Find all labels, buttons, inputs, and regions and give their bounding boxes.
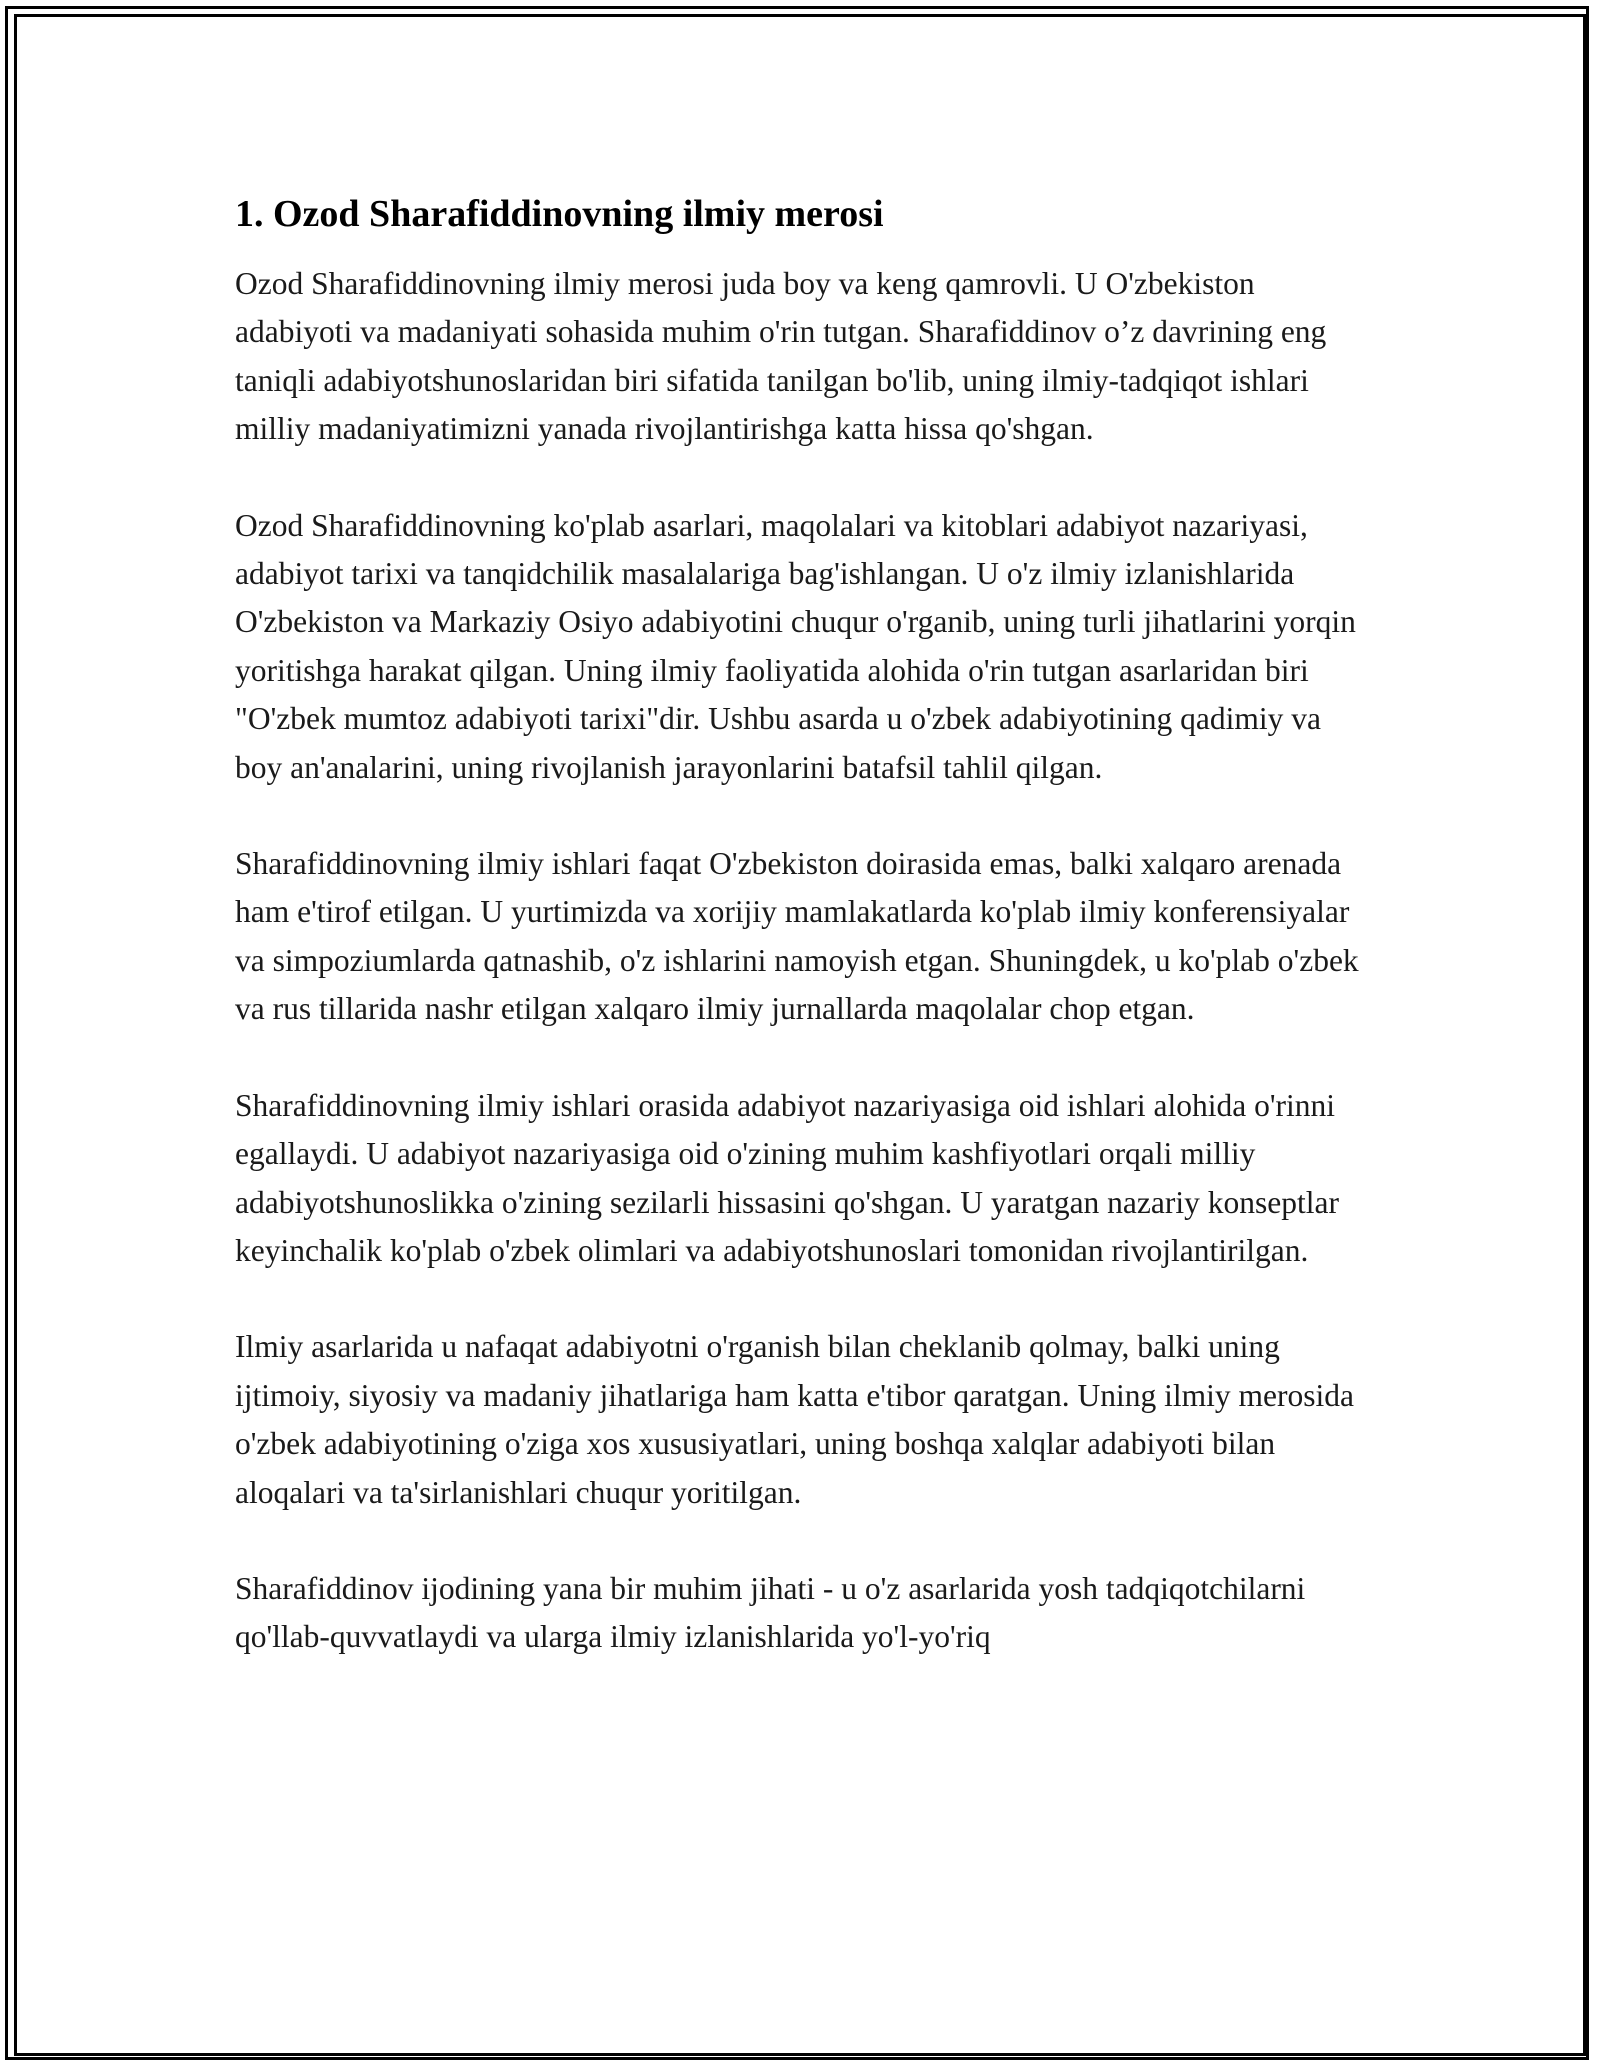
paragraph-4: Sharafiddinovning ilmiy ishlari orasida adabiyot nazariyasiga oid ishlari alohida o'rinni egallaydi. U adabiyot nazariyasiga oid o'zining muhim kashfiyotlari orqali milliy adabiyotshunoslikka o'zining sezilarli hissasini qo'shgan. U yaratgan nazariy konseptlar keyinchalik ko'plab o'zbek olimlari va adabiyotshunoslari tomonidan rivojlantirilgan. <box>235 1087 1339 1268</box>
paragraph-6: Sharafiddinov ijodining yana bir muhim jihati - u o'z asarlarida yosh tadqiqotchilarni qo'llab-quvvatlaydi va ularga ilmiy izlanishlarida yo'l-yo'riq <box>235 1570 1306 1655</box>
paragraph-2: Ozod Sharafiddinovning ko'plab asarlari, maqolalari va kitoblari adabiyot nazariyasi, adabiyot tarixi va tanqidchilik masalalariga bag'ishlangan. U o'z ilmiy izlanishlarida O'zbekiston va Markaziy Osiyo adabiyotini chuqur o'rganib, uning turli jihatlarini yorqin yoritishga harakat qilgan. Uning ilmiy faoliyatida alohida o'rin tutgan asarlaridan biri "O'zbek mumtoz adabiyoti tarixi"dir. Ushbu asarda u o'zbek adabiyotining qadimiy va boy an'analarini, uning rivojlanish jarayonlarini batafsil tahlil qilgan. <box>235 507 1356 785</box>
document-body <box>235 186 1370 1662</box>
section-heading: 1. Ozod Sharafiddinovning ilmiy merosi <box>235 193 884 235</box>
paragraph-5: Ilmiy asarlarida u nafaqat adabiyotni o'rganish bilan cheklanib qolmay, balki uning ijtimoiy, siyosiy va madaniy jihatlariga ham katta e'tibor qaratgan. Uning ilmiy merosida o'zbek adabiyotining o'ziga xos xususiyatlari, uning boshqa xalqlar adabiyoti bilan aloqalari va ta'sirlanishlari chuqur yoritilgan. <box>235 1329 1355 1510</box>
paragraph-3: Sharafiddinovning ilmiy ishlari faqat O'zbekiston doirasida emas, balki xalqaro arenada ham e'tirof etilgan. U yurtimizda va xorijiy mamlakatlarda ko'plab ilmiy konferensiyalar va simpoziumlarda qatnashib, o'z ishlarini namoyish etgan. Shuningdek, u ko'plab o'zbek va rus tillarida nashr etilgan xalqaro ilmiy jurnallarda maqolalar chop etgan. <box>235 846 1359 1027</box>
paragraph-1: Ozod Sharafiddinovning ilmiy merosi juda boy va keng qamrovli. U O'zbekiston adabiyoti va madaniyati sohasida muhim o'rin tutgan. Sharafiddinov o’z davrining eng taniqli adabiyotshunoslaridan biri sifatida tanilgan bo'lib, uning ilmiy-tadqiqot ishlari milliy madaniyatimizni yanada rivojlantirishga katta hissa qo'shgan. <box>235 266 1327 447</box>
